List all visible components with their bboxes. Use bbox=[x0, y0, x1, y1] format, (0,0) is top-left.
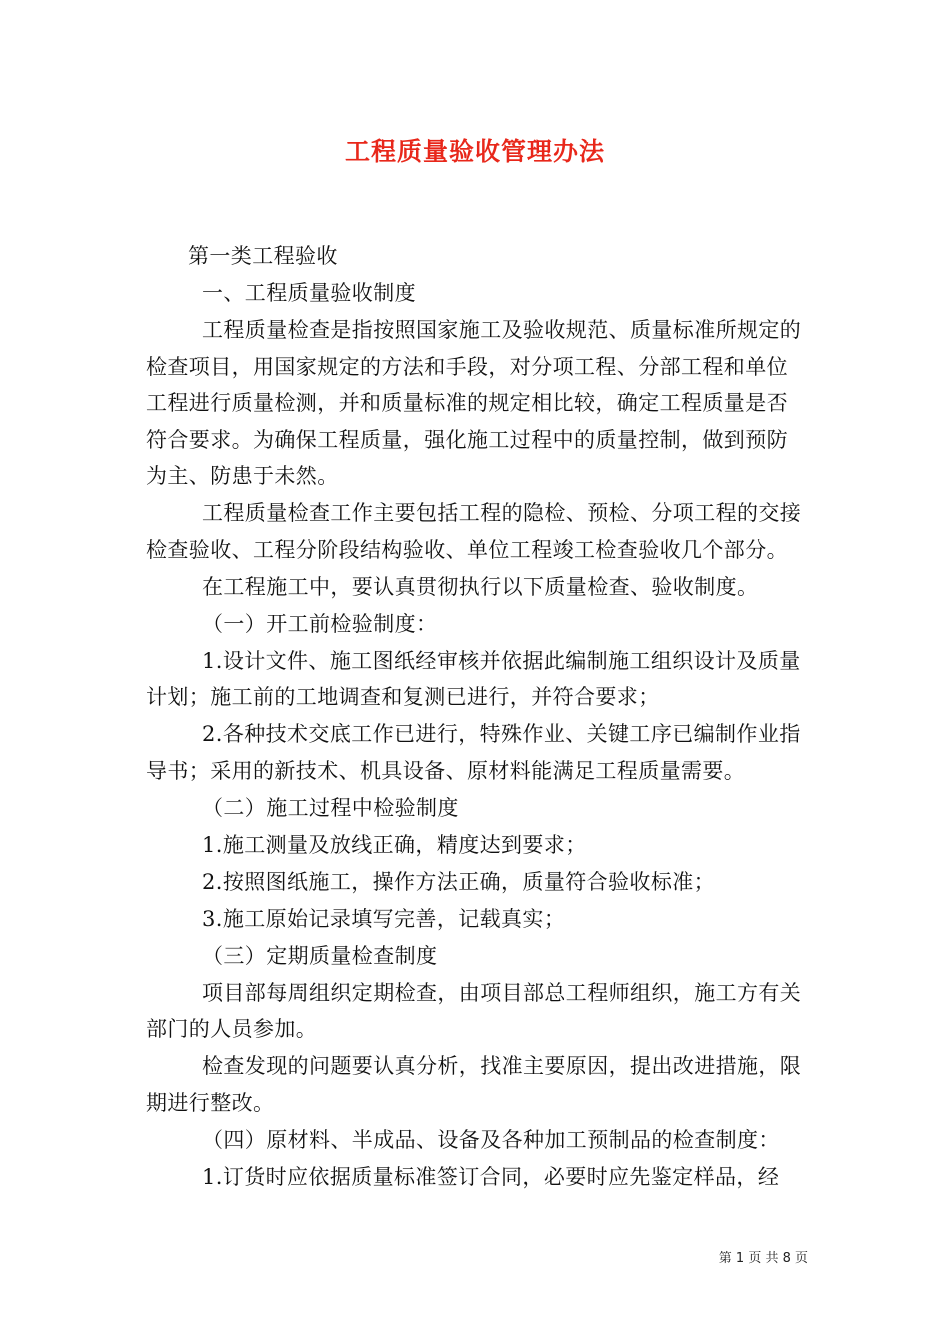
body-paragraph: 检查发现的问题要认真分析，找准主要原因，提出改进措施，限期进行整改。 bbox=[146, 1054, 802, 1115]
list-item: 2.按照图纸施工，操作方法正确，质量符合验收标准； bbox=[202, 869, 716, 894]
body-paragraph: 工程质量检查是指按照国家施工及验收规范、质量标准所规定的检查项目，用国家规定的方法和手段，对分项工程、分部工程和单位工程进行质量检测，并和质量标准的规定相比较，确定工程质量是否符合要求。为确保工程质量，强化施工过程中的质量控制，做到预防为主、防患于未然。 bbox=[146, 318, 802, 488]
page-number-footer: 第 1 页 共 8 页 bbox=[718, 1251, 808, 1266]
subsection-heading: （四）原材料、半成品、设备及各种加工预制品的检查制度： bbox=[202, 1127, 780, 1152]
body-paragraph: 工程质量检查工作主要包括工程的隐检、预检、分项工程的交接检查验收、工程分阶段结构验收、单位工程竣工检查验收几个部分。 bbox=[146, 501, 802, 562]
subsection-heading: （一）开工前检验制度： bbox=[202, 611, 438, 636]
subsection-heading: 一、工程质量验收制度 bbox=[202, 281, 416, 305]
section-heading: 第一类工程验收 bbox=[188, 244, 338, 268]
list-item: 1.订货时应依据质量标准签订合同，必要时应先鉴定样品，经 bbox=[202, 1164, 780, 1189]
subsection-heading: （三）定期质量检查制度 bbox=[202, 943, 438, 968]
document-body bbox=[146, 238, 808, 1196]
document-title: 工程质量验收管理办法 bbox=[344, 137, 605, 166]
body-paragraph: 在工程施工中，要认真贯彻执行以下质量检查、验收制度。 bbox=[202, 574, 759, 599]
list-item: 3.施工原始记录填写完善，记载真实； bbox=[202, 906, 566, 931]
subsection-heading: （二）施工过程中检验制度 bbox=[202, 795, 459, 820]
list-item: 2.各种技术交底工作已进行，特殊作业、关键工序已编制作业指导书；采用的新技术、机具设备、原材料能满足工程质量需要。 bbox=[146, 722, 801, 783]
body-paragraph: 项目部每周组织定期检查，由项目部总工程师组织，施工方有关部门的人员参加。 bbox=[146, 980, 802, 1041]
list-item: 1.施工测量及放线正确，精度达到要求； bbox=[202, 832, 587, 857]
list-item: 1.设计文件、施工图纸经审核并依据此编制施工组织设计及质量计划；施工前的工地调查和复测已进行，并符合要求； bbox=[146, 648, 801, 709]
